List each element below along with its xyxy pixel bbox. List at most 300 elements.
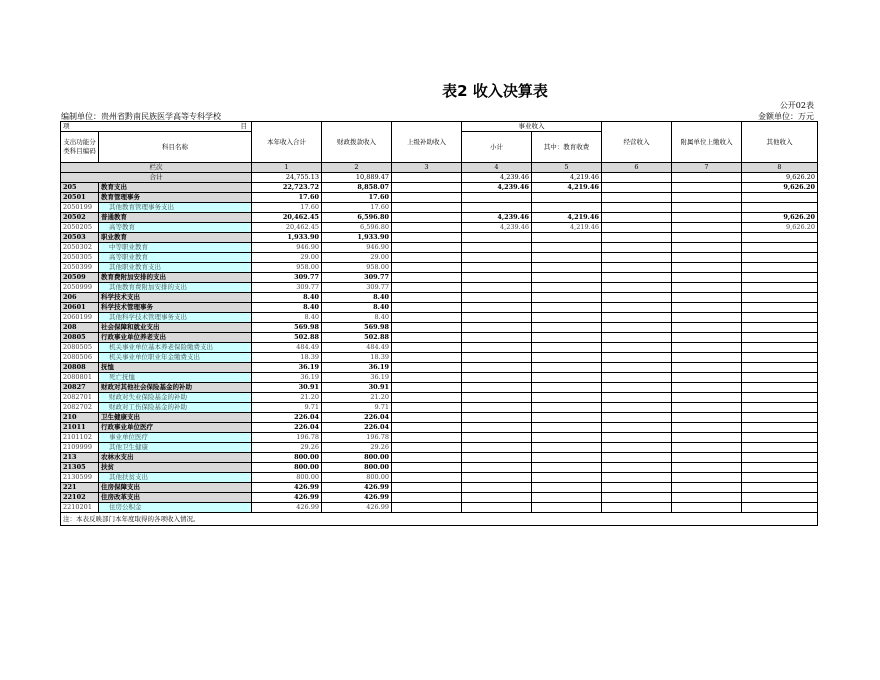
row-value — [532, 473, 602, 483]
row-value — [532, 403, 602, 413]
row-code: 2050305 — [61, 253, 99, 263]
table-row — [61, 203, 818, 213]
table-row — [61, 463, 818, 473]
row-code: 2082701 — [61, 393, 99, 403]
row-value — [672, 413, 742, 423]
row-name: 事业单位医疗 — [99, 433, 252, 443]
table-row — [61, 193, 818, 203]
row-value — [602, 493, 672, 503]
row-name: 死亡抚恤 — [99, 373, 252, 383]
row-value — [462, 233, 532, 243]
column-number: 1 — [252, 163, 322, 173]
row-value — [392, 473, 462, 483]
row-value — [742, 423, 818, 433]
row-value — [602, 483, 672, 493]
row-value: 800.00 — [322, 463, 392, 473]
row-value — [672, 193, 742, 203]
row-value: 309.77 — [252, 273, 322, 283]
row-code: 2080505 — [61, 343, 99, 353]
row-value — [392, 263, 462, 273]
table-row — [61, 333, 818, 343]
row-value — [602, 343, 672, 353]
total-value — [392, 173, 462, 183]
row-value: 36.19 — [322, 363, 392, 373]
row-value — [392, 453, 462, 463]
row-value: 502.88 — [322, 333, 392, 343]
row-value — [602, 353, 672, 363]
row-value: 226.04 — [252, 413, 322, 423]
row-value: 484.49 — [322, 343, 392, 353]
column-number: 3 — [392, 163, 462, 173]
row-value — [462, 423, 532, 433]
table-row — [61, 373, 818, 383]
total-value: 4,219.46 — [532, 173, 602, 183]
row-code: 21305 — [61, 463, 99, 473]
row-value — [392, 183, 462, 193]
row-value: 800.00 — [322, 473, 392, 483]
row-value — [532, 243, 602, 253]
row-value: 800.00 — [252, 463, 322, 473]
row-value: 426.99 — [322, 483, 392, 493]
row-value — [602, 323, 672, 333]
row-value — [532, 433, 602, 443]
row-value: 29.26 — [252, 443, 322, 453]
row-code: 205 — [61, 183, 99, 193]
header-operating: 经营收入 — [602, 122, 672, 163]
row-value — [602, 503, 672, 513]
row-value: 4,239.46 — [462, 213, 532, 223]
row-code: 2109999 — [61, 443, 99, 453]
row-value — [602, 433, 672, 443]
row-value: 426.99 — [322, 493, 392, 503]
row-value — [672, 403, 742, 413]
table-row — [61, 503, 818, 513]
row-code: 20805 — [61, 333, 99, 343]
total-value: 9,626.20 — [742, 173, 818, 183]
row-code: 20502 — [61, 213, 99, 223]
header-row-1 — [61, 122, 818, 132]
row-value — [532, 493, 602, 503]
table-row — [61, 223, 818, 233]
org-label: 编制单位：贵州省黔南民族医学高等专科学校 — [61, 112, 221, 121]
header-other: 其他收入 — [742, 122, 818, 163]
row-name: 住房保障支出 — [99, 483, 252, 493]
row-name: 其他卫生健康 — [99, 443, 252, 453]
row-value — [532, 343, 602, 353]
header-business: 事业收入 — [462, 122, 602, 132]
row-value — [392, 503, 462, 513]
row-value: 18.39 — [252, 353, 322, 363]
row-value — [532, 393, 602, 403]
row-value — [392, 493, 462, 503]
row-value: 1,933.90 — [252, 233, 322, 243]
row-code: 2082702 — [61, 403, 99, 413]
row-name: 教育管理事务 — [99, 193, 252, 203]
column-number: 6 — [602, 163, 672, 173]
row-code: 20808 — [61, 363, 99, 373]
row-value — [602, 393, 672, 403]
row-value — [672, 493, 742, 503]
row-value — [462, 303, 532, 313]
row-value — [392, 283, 462, 293]
table-row — [61, 363, 818, 373]
row-value — [392, 313, 462, 323]
table-row — [61, 233, 818, 243]
row-value — [742, 253, 818, 263]
row-value — [742, 303, 818, 313]
row-value — [392, 213, 462, 223]
row-name: 职业教育 — [99, 233, 252, 243]
header-name: 科目名称 — [99, 132, 252, 163]
row-value: 17.60 — [252, 193, 322, 203]
row-code: 2101102 — [61, 433, 99, 443]
row-value — [672, 293, 742, 303]
row-value — [462, 203, 532, 213]
header-code: 支出功能分类科目编码 — [61, 132, 99, 163]
row-name: 高等教育 — [99, 223, 252, 233]
row-value — [672, 233, 742, 243]
header-fiscal: 财政拨款收入 — [322, 122, 392, 163]
row-value: 30.91 — [252, 383, 322, 393]
row-value — [462, 483, 532, 493]
row-value — [742, 243, 818, 253]
table-row — [61, 493, 818, 503]
row-value: 426.99 — [252, 483, 322, 493]
row-value — [532, 193, 602, 203]
row-value — [462, 343, 532, 353]
row-value — [462, 503, 532, 513]
table-row — [61, 403, 818, 413]
row-value — [462, 333, 532, 343]
row-value — [672, 443, 742, 453]
row-value — [672, 483, 742, 493]
row-value: 17.60 — [252, 203, 322, 213]
row-value — [672, 323, 742, 333]
row-value: 22,723.72 — [252, 183, 322, 193]
row-value — [392, 343, 462, 353]
row-value — [602, 403, 672, 413]
table-row — [61, 343, 818, 353]
row-value: 226.04 — [322, 413, 392, 423]
row-value — [742, 503, 818, 513]
table-row — [61, 353, 818, 363]
row-value — [742, 463, 818, 473]
row-value — [462, 493, 532, 503]
row-value — [602, 423, 672, 433]
row-value — [742, 373, 818, 383]
row-code: 21011 — [61, 423, 99, 433]
row-name: 其他教育费附加安排的支出 — [99, 283, 252, 293]
column-number: 8 — [742, 163, 818, 173]
row-value — [742, 263, 818, 273]
row-value — [392, 373, 462, 383]
row-value — [602, 453, 672, 463]
column-number-row — [61, 163, 818, 173]
row-value — [742, 443, 818, 453]
row-value — [602, 313, 672, 323]
row-code: 20503 — [61, 233, 99, 243]
row-value — [602, 233, 672, 243]
table-row — [61, 293, 818, 303]
total-value — [672, 173, 742, 183]
header-edu-fee: 其中：教育收费 — [532, 132, 602, 163]
row-value — [392, 223, 462, 233]
row-value — [462, 293, 532, 303]
row-value — [742, 383, 818, 393]
row-name: 高等职业教育 — [99, 253, 252, 263]
total-value: 10,889.47 — [322, 173, 392, 183]
row-value — [742, 493, 818, 503]
row-value — [532, 313, 602, 323]
row-value — [602, 333, 672, 343]
row-value: 30.91 — [322, 383, 392, 393]
row-value — [602, 283, 672, 293]
row-value — [462, 473, 532, 483]
row-value: 4,239.46 — [462, 223, 532, 233]
row-value: 36.19 — [322, 373, 392, 383]
row-value: 8,858.07 — [322, 183, 392, 193]
row-value: 4,219.46 — [532, 213, 602, 223]
table-row — [61, 213, 818, 223]
row-value — [532, 353, 602, 363]
row-value — [392, 463, 462, 473]
row-value — [672, 243, 742, 253]
row-value — [392, 393, 462, 403]
row-value — [742, 333, 818, 343]
row-value — [602, 183, 672, 193]
row-value — [392, 203, 462, 213]
row-code: 2210201 — [61, 503, 99, 513]
row-value: 309.77 — [322, 283, 392, 293]
table-row — [61, 323, 818, 333]
row-value — [672, 453, 742, 463]
column-label: 栏次 — [61, 163, 252, 173]
table-row — [61, 283, 818, 293]
row-value — [532, 333, 602, 343]
table-row — [61, 453, 818, 463]
row-value: 29.26 — [322, 443, 392, 453]
row-code: 208 — [61, 323, 99, 333]
header-subtotal: 小计 — [462, 132, 532, 163]
row-value: 484.49 — [252, 343, 322, 353]
row-value — [672, 363, 742, 373]
row-value — [742, 313, 818, 323]
row-value: 958.00 — [322, 263, 392, 273]
row-value — [602, 473, 672, 483]
row-value: 21.20 — [252, 393, 322, 403]
row-code: 213 — [61, 453, 99, 463]
row-value: 8.40 — [322, 293, 392, 303]
row-value — [742, 483, 818, 493]
row-name: 机关事业单位基本养老保险缴费支出 — [99, 343, 252, 353]
row-value — [462, 453, 532, 463]
row-code: 2080801 — [61, 373, 99, 383]
row-value: 426.99 — [322, 503, 392, 513]
row-value — [672, 463, 742, 473]
row-value — [462, 253, 532, 263]
row-name: 中等职业教育 — [99, 243, 252, 253]
row-value: 6,596.80 — [322, 223, 392, 233]
row-value: 18.39 — [322, 353, 392, 363]
table-row — [61, 313, 818, 323]
table-row — [61, 383, 818, 393]
row-value — [742, 453, 818, 463]
row-value — [742, 403, 818, 413]
row-name: 住房改革支出 — [99, 493, 252, 503]
row-value — [462, 433, 532, 443]
row-name: 抚恤 — [99, 363, 252, 373]
row-value: 21.20 — [322, 393, 392, 403]
row-code: 2060199 — [61, 313, 99, 323]
row-value — [742, 193, 818, 203]
row-value — [462, 363, 532, 373]
row-value — [742, 293, 818, 303]
row-value — [532, 203, 602, 213]
row-value — [532, 323, 602, 333]
row-value — [672, 203, 742, 213]
row-value — [672, 283, 742, 293]
row-code: 206 — [61, 293, 99, 303]
row-code: 2130599 — [61, 473, 99, 483]
row-value — [672, 273, 742, 283]
row-value — [672, 393, 742, 403]
row-value — [532, 373, 602, 383]
row-value — [742, 353, 818, 363]
table-row — [61, 303, 818, 313]
total-label: 合计 — [61, 173, 252, 183]
row-value — [392, 323, 462, 333]
row-value — [602, 303, 672, 313]
row-value — [602, 273, 672, 283]
row-value — [392, 353, 462, 363]
row-value — [672, 473, 742, 483]
row-value — [742, 203, 818, 213]
unit-label: 金额单位：万元 — [758, 112, 814, 121]
row-value — [392, 413, 462, 423]
row-value — [672, 183, 742, 193]
row-value — [602, 373, 672, 383]
row-value — [392, 233, 462, 243]
row-value: 8.40 — [322, 303, 392, 313]
row-value — [392, 403, 462, 413]
row-value — [532, 233, 602, 243]
row-value — [742, 393, 818, 403]
row-value — [532, 463, 602, 473]
row-value — [532, 293, 602, 303]
row-value: 569.98 — [322, 323, 392, 333]
row-name: 普通教育 — [99, 213, 252, 223]
row-value — [672, 433, 742, 443]
row-value — [742, 283, 818, 293]
row-value — [672, 353, 742, 363]
row-value: 946.90 — [252, 243, 322, 253]
row-name: 其他教育管理事务支出 — [99, 203, 252, 213]
row-code: 2050199 — [61, 203, 99, 213]
row-value: 29.00 — [322, 253, 392, 263]
column-number: 7 — [672, 163, 742, 173]
row-value — [672, 223, 742, 233]
header-total: 本年收入合计 — [252, 122, 322, 163]
row-code: 2080506 — [61, 353, 99, 363]
row-value — [462, 393, 532, 403]
row-value — [672, 373, 742, 383]
column-number: 5 — [532, 163, 602, 173]
row-value — [602, 263, 672, 273]
table-row — [61, 473, 818, 483]
row-value — [742, 343, 818, 353]
row-value — [392, 363, 462, 373]
row-value — [602, 363, 672, 373]
column-number: 2 — [322, 163, 392, 173]
row-value — [602, 293, 672, 303]
row-value: 20,462.45 — [252, 223, 322, 233]
row-name: 科学技术支出 — [99, 293, 252, 303]
row-value — [462, 403, 532, 413]
row-value — [602, 413, 672, 423]
row-value — [672, 343, 742, 353]
note-row — [61, 513, 818, 526]
row-value — [392, 383, 462, 393]
row-value — [672, 333, 742, 343]
row-value — [602, 383, 672, 393]
row-code: 2050302 — [61, 243, 99, 253]
row-value — [392, 293, 462, 303]
row-value: 502.88 — [252, 333, 322, 343]
project-header: 项 目 — [61, 122, 252, 132]
row-name: 科学技术管理事务 — [99, 303, 252, 313]
form-code: 公开02表 — [779, 101, 814, 110]
table-row — [61, 393, 818, 403]
table-row — [61, 273, 818, 283]
row-name: 其他职业教育支出 — [99, 263, 252, 273]
table-row — [61, 253, 818, 263]
row-value — [672, 263, 742, 273]
row-name: 社会保障和就业支出 — [99, 323, 252, 333]
row-value: 8.40 — [322, 313, 392, 323]
row-code: 2050399 — [61, 263, 99, 273]
row-value: 9.71 — [252, 403, 322, 413]
table-row — [61, 423, 818, 433]
row-value — [392, 483, 462, 493]
row-value: 9,626.20 — [742, 213, 818, 223]
row-value — [742, 323, 818, 333]
table-row — [61, 483, 818, 493]
row-code: 2050205 — [61, 223, 99, 233]
row-value: 6,596.80 — [322, 213, 392, 223]
row-value — [392, 433, 462, 443]
table-row — [61, 243, 818, 253]
row-value — [602, 203, 672, 213]
row-value — [462, 443, 532, 453]
row-value — [462, 373, 532, 383]
table-row — [61, 433, 818, 443]
row-code: 221 — [61, 483, 99, 493]
row-value: 426.99 — [252, 503, 322, 513]
row-value: 309.77 — [252, 283, 322, 293]
row-name: 其他扶贫支出 — [99, 473, 252, 483]
row-value: 226.04 — [252, 423, 322, 433]
column-number: 4 — [462, 163, 532, 173]
total-value: 4,239.46 — [462, 173, 532, 183]
table-row — [61, 413, 818, 423]
row-value — [742, 273, 818, 283]
total-row — [61, 173, 818, 183]
row-value — [672, 313, 742, 323]
row-code: 20501 — [61, 193, 99, 203]
row-value — [462, 383, 532, 393]
row-value — [462, 313, 532, 323]
row-value — [742, 413, 818, 423]
